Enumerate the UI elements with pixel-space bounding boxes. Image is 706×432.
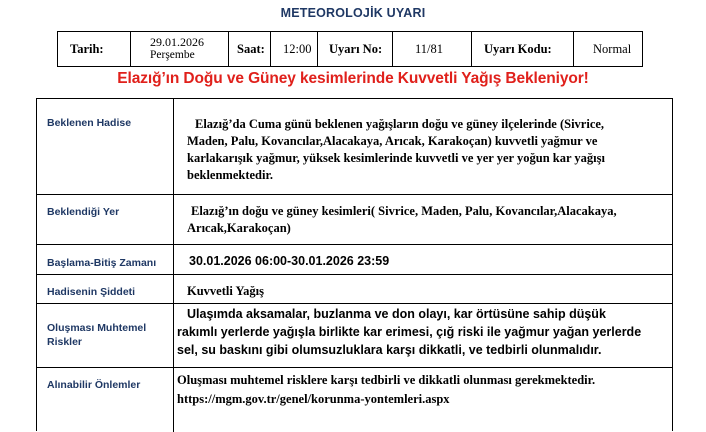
expected-location-text: Elazığ’ın doğu ve güney kesimleri( Sivrice, Maden, Palu, Kovancılar,Alacakaya, Arıcak,Karakoçan) — [187, 204, 617, 235]
possible-risks-text: Ulaşımda aksamalar, buzlanma ve don olayı, kar örtüsüne sahip düşük rakımlı yerlerde yağışla birlikte kar erimesi, çığ riski ile yağmur yağan yerlerde sel, su baskını gibi olumsuzluklara karşı dikkatli, ve tedbirli olunmalıdır. — [177, 307, 642, 357]
start-end-time-label: Başlama-Bitiş Zamanı — [47, 257, 157, 269]
warning-number-value: 11/81 — [415, 41, 444, 56]
warning-meta-table — [57, 31, 643, 67]
warning-details-table — [36, 98, 673, 431]
row-precautions — [37, 367, 672, 432]
warning-code-value: Normal — [593, 41, 632, 56]
warning-code-label: Uyarı Kodu: — [484, 41, 552, 56]
expected-event-text: Elazığ’da Cuma günü beklenen yağışların doğu ve güney ilçelerinde (Sivrice, Maden, Palu, Kovancılar,Alacakaya, Arıcak, Karakoçan) kuvvetli yağmur ve karlakarışık yağmur, yüksek kesimlerinde kuvvetli ve yer yer yoğun kar yağışı beklenmektedir. — [187, 117, 605, 182]
row-start-end-time — [37, 244, 672, 274]
row-possible-risks — [37, 303, 672, 367]
date-label: Tarih: — [70, 41, 104, 56]
start-end-time-value: 30.01.2026 06:00-30.01.2026 23:59 — [189, 254, 390, 268]
possible-risks-label: Oluşması Muhtemel Riskler — [47, 322, 147, 348]
precautions-link[interactable]: https://mgm.gov.tr/genel/korunma-yontemleri.aspx — [177, 392, 450, 406]
precautions-line: Oluşması muhtemel risklere karşı tedbirli ve dikkatli olunması gerekmektedir. — [177, 373, 596, 387]
date-value: 29.01.2026 — [150, 35, 204, 49]
severity-value: Kuvvetli Yağış — [187, 284, 264, 298]
expected-event-label: Beklenen Hadise — [47, 117, 132, 129]
date-cell — [150, 32, 250, 66]
time-value: 12:00 — [283, 41, 312, 56]
row-severity — [37, 274, 672, 303]
warning-headline: Elazığ’ın Doğu ve Güney kesimlerinde Kuvvetli Yağış Bekleniyor! — [117, 70, 589, 87]
document-title: METEOROLOJİK UYARI — [280, 6, 426, 20]
severity-label: Hadisenin Şiddeti — [47, 286, 136, 298]
time-label: Saat: — [237, 41, 265, 56]
expected-location-label: Beklendiği Yer — [47, 206, 120, 218]
day-value: Perşembe — [150, 49, 195, 61]
row-expected-event — [37, 99, 672, 194]
precautions-text — [177, 371, 595, 409]
warning-number-label: Uyarı No: — [329, 41, 383, 56]
precautions-label: Alınabilir Önlemler — [47, 379, 141, 391]
row-expected-location — [37, 194, 672, 244]
